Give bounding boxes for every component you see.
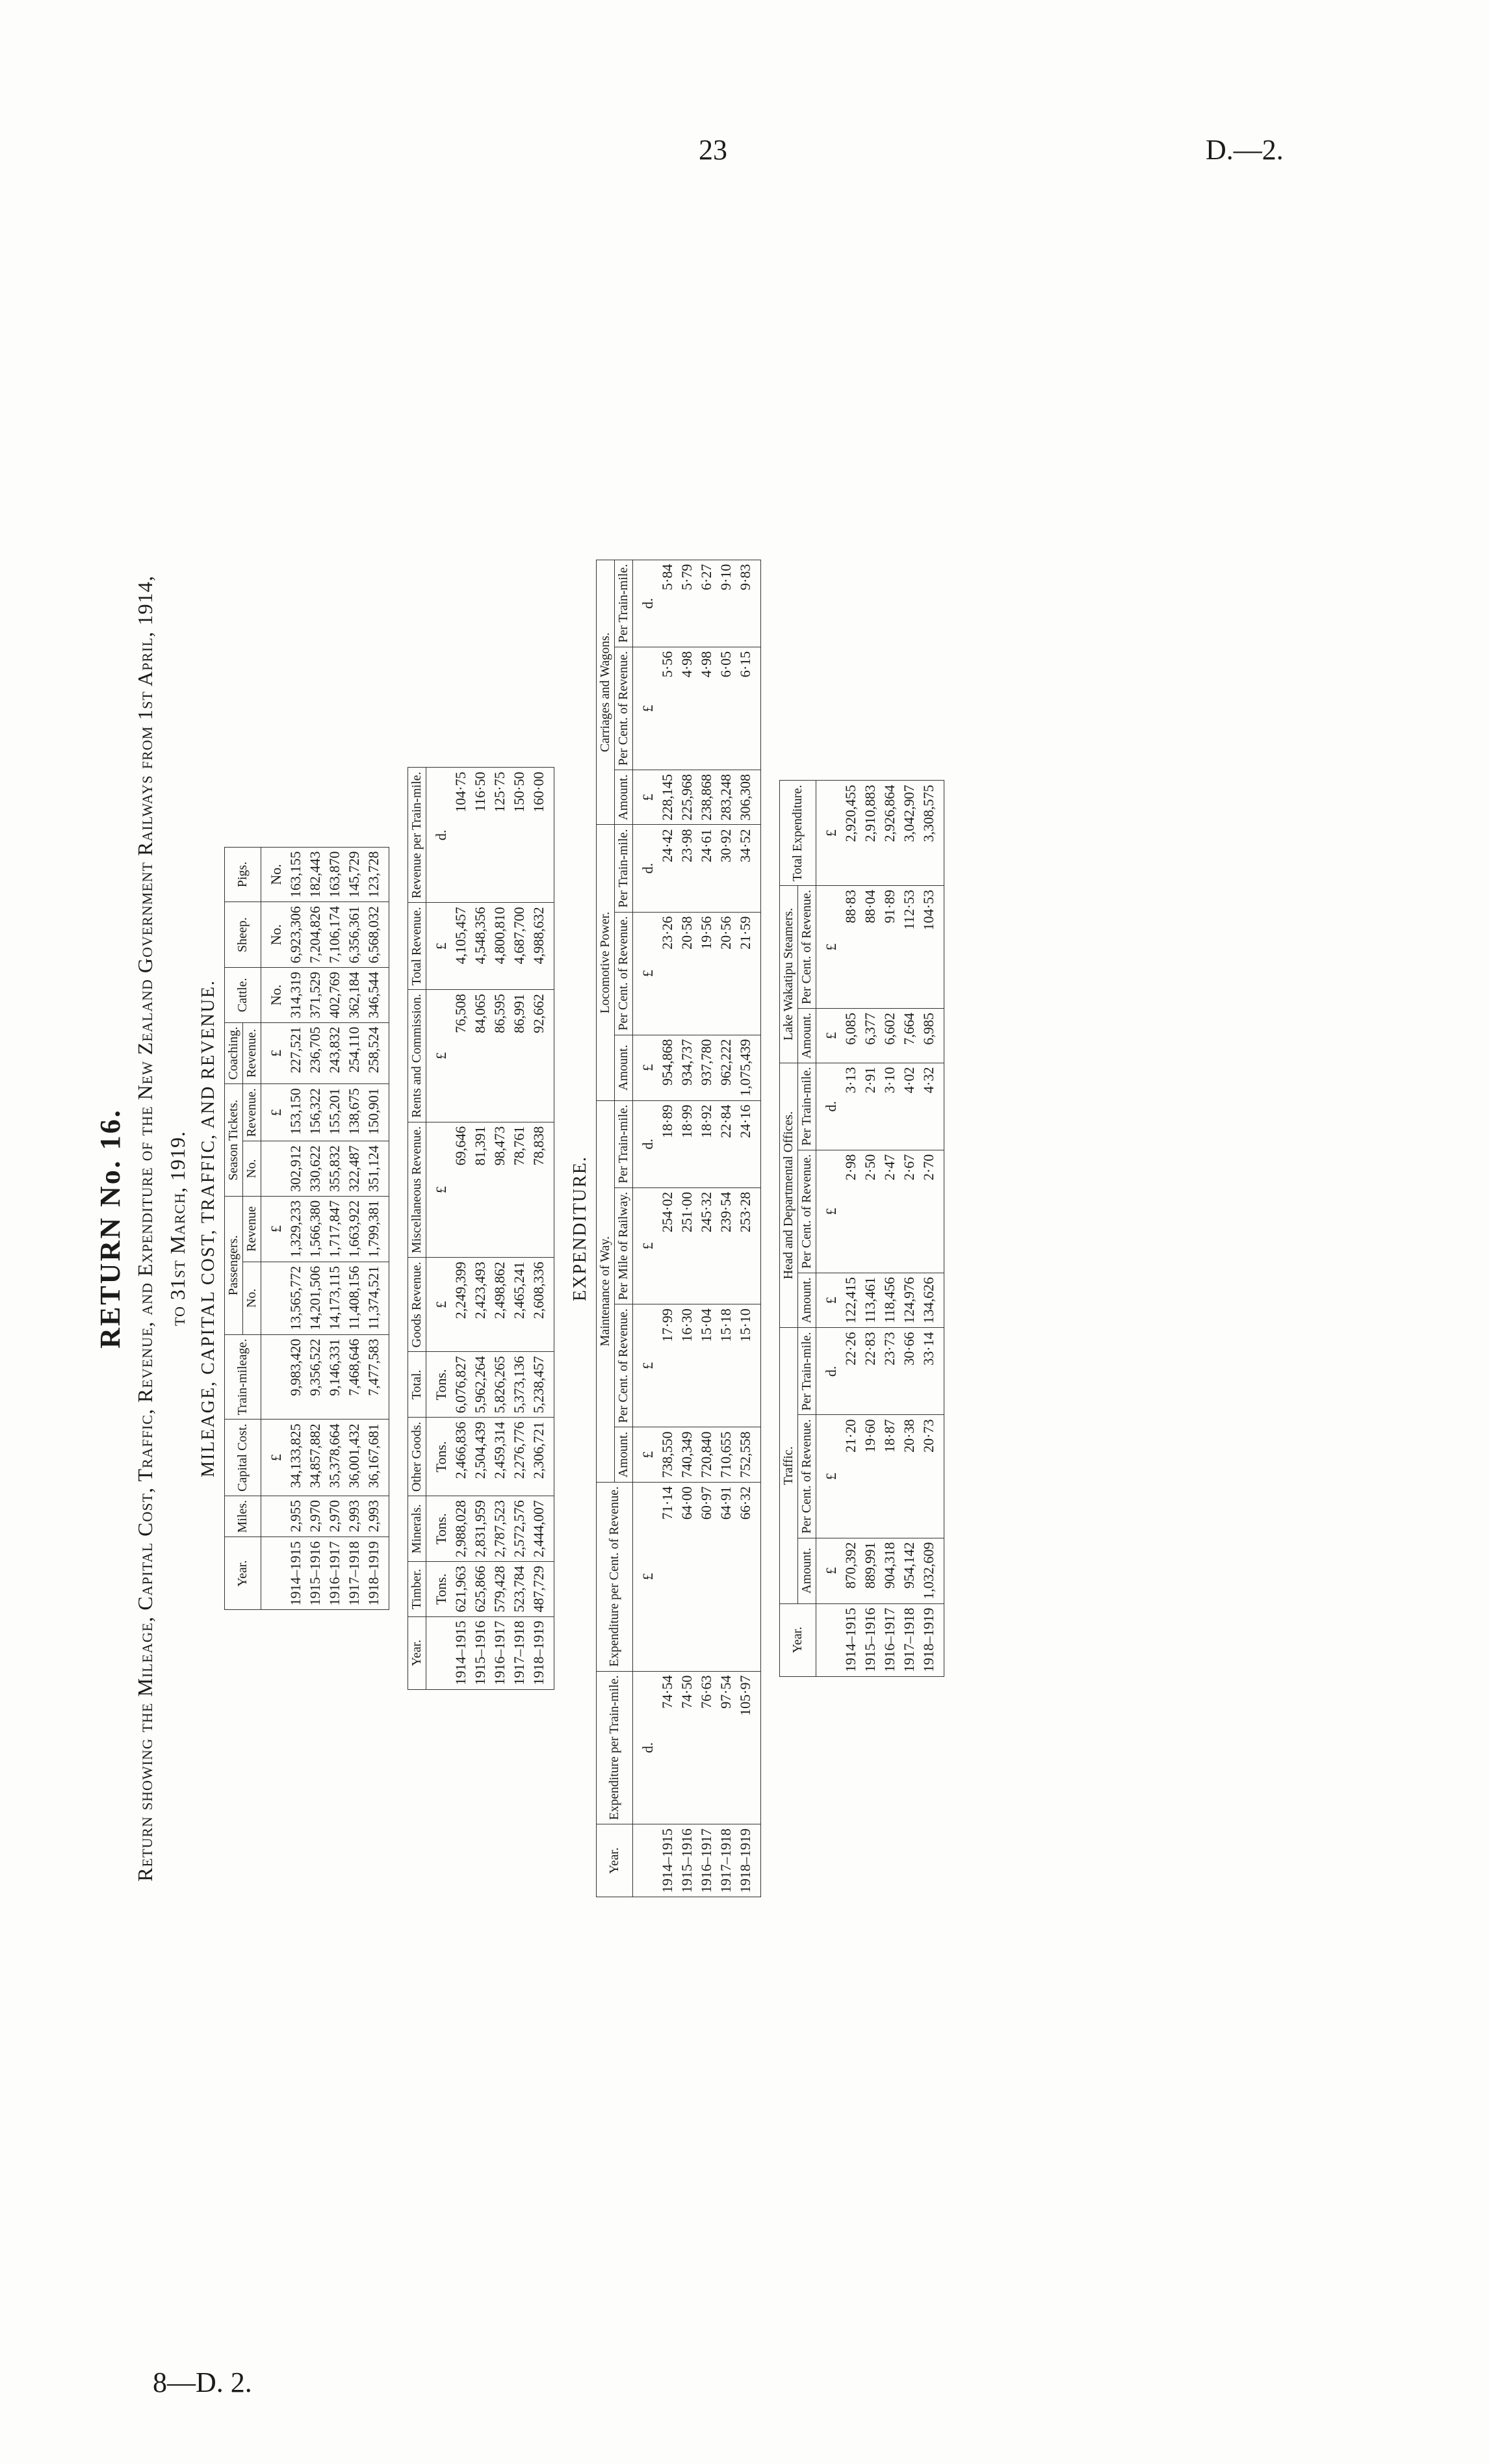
col-capital-cost: Capital Cost. (225, 1420, 261, 1496)
table-row: 1917–1918 2,993 36,001,432 7,468,646 11,408,156 1,663,922 322,487 138,675 254,110 362,184 6,356,361 145,729 (344, 847, 364, 1610)
col-revenue-per-train-mile: Revenue per Train-mile. (408, 768, 426, 903)
section-title-revenue: MILEAGE, CAPITAL COST, TRAFFIC, AND REVENUE. (198, 979, 218, 1477)
col-exp-per-train-mile: Expenditure per Train-mile. (597, 1671, 633, 1824)
col-total-expenditure: Total Expenditure. (780, 781, 816, 886)
expenditure-table-1 (596, 560, 761, 1897)
return-title: RETURN No. 16. (94, 1108, 126, 1349)
goods-revenue-table (408, 767, 554, 1689)
col-year: Year. (780, 1603, 816, 1676)
table-row: 1914–1915 2,955 34,133,825 9,983,420 13,565,772 1,329,233 302,912 153,150 227,521 314,319 6,923,306 163,155 (286, 847, 305, 1610)
col-total-revenue: Total Revenue. (408, 903, 426, 990)
page-number: 23 (699, 134, 727, 166)
units-row: £ £ d. £ £ d. £ £ £ (816, 781, 842, 1676)
col-year: Year. (225, 1537, 261, 1610)
table-row: 1918–1919 2,993 36,167,681 7,477,583 11,374,521 1,799,381 351,124 150,901 258,524 346,544 6,568,032 123,728 (364, 847, 389, 1610)
col-steamers-amount: Amount. (798, 1009, 816, 1063)
col-cattle: Cattle. (225, 968, 261, 1023)
col-offices-pct: Per Cent. of Revenue. (798, 1150, 816, 1273)
col-group-passengers: Passengers. (225, 1196, 243, 1334)
return-description-line2: to 31st March, 1919. (166, 1130, 189, 1327)
col-exp-pct-revenue: Expenditure per Cent. of Revenue. (597, 1482, 633, 1671)
col-group-carriages: Carriages and Wagons. (597, 560, 615, 825)
sheet-reference: 8—D. 2. (153, 2367, 252, 2398)
rotated-content (91, 188, 1391, 2268)
table-row: 1915–1916 74·50 64·00 740,349 16·30 251·00 18·99 934,737 20·58 23·98 225,968 4·98 5·79 (677, 560, 697, 1897)
col-rents-commission: Rents and Commission. (408, 990, 426, 1122)
table-row: 1918–1919 105·97 66·32 752,558 15·10 253·28 24·16 1,075,439 21·59 34·52 306,308 6·15 9·83 (736, 560, 761, 1897)
col-group-coaching: Coaching. (225, 1022, 243, 1084)
col-passengers-revenue: Revenue (243, 1196, 261, 1262)
col-group-traffic: Traffic. (780, 1328, 798, 1603)
table-row: 1918–1919 487,729 2,444,007 2,306,721 5,238,457 2,608,336 78,838 92,662 4,988,632 160·00 (529, 768, 554, 1689)
col-timber: Timber. (408, 1562, 426, 1617)
col-steamers-pct: Per Cent. of Revenue. (798, 886, 816, 1009)
title-block (94, 188, 219, 2268)
col-traffic-amount: Amount. (798, 1538, 816, 1603)
col-group-lake-steamers: Lake Wakatipu Steamers. (780, 886, 798, 1063)
col-minerals: Minerals. (408, 1496, 426, 1562)
units-row: £ £ £ £ No. No. No. (261, 847, 287, 1610)
units-row: d. £ £ £ £ d. £ £ d. £ £ d. (633, 560, 658, 1897)
col-passengers-no: No. (243, 1262, 261, 1334)
table-row: 1915–1916 2,970 34,857,882 9,356,522 14,201,506 1,566,380 330,622 156,322 236,705 371,529 7,204,826 182,443 (305, 847, 325, 1610)
col-goods-revenue: Goods Revenue. (408, 1258, 426, 1352)
table-row: 1914–1915 621,963 2,988,028 2,466,836 6,076,827 2,249,399 69,646 76,508 4,105,457 104·75 (451, 768, 471, 1689)
table-row: 1917–1918 97·54 64·91 710,655 15·18 239·54 22·84 962,222 20·56 30·92 283,248 6·05 9·10 (716, 560, 736, 1897)
col-train-mileage: Train-mileage. (225, 1334, 261, 1420)
table-row: 1916–1917 579,428 2,787,523 2,459,314 5,826,265 2,498,862 98,473 86,595 4,800,810 125·75 (490, 768, 510, 1689)
col-maintenance-per-mile-railway: Per Mile of Railway. (615, 1187, 633, 1304)
col-group-season-tickets: Season Tickets. (225, 1084, 243, 1196)
col-carriages-per-train-mile: Per Train-mile. (615, 560, 633, 647)
col-offices-amount: Amount. (798, 1273, 816, 1328)
col-locomotive-pct: Per Cent. of Revenue. (615, 912, 633, 1035)
col-traffic-per-train-mile: Per Train-mile. (798, 1328, 816, 1415)
document-id: D.—2. (1206, 134, 1284, 166)
col-group-locomotive: Locomotive Power. (597, 825, 615, 1100)
col-year: Year. (597, 1824, 633, 1897)
table-row: 1917–1918 954,142 20·38 30·66 124,976 2·67 4·02 7,664 112·53 3,042,907 (900, 781, 919, 1676)
table-row: 1916–1917 904,318 18·87 23·73 118,456 2·47 3·10 6,602 91·89 2,926,864 (880, 781, 900, 1676)
col-season-no: No. (243, 1141, 261, 1197)
col-group-maintenance: Maintenance of Way. (597, 1100, 615, 1482)
col-locomotive-per-train-mile: Per Train-mile. (615, 825, 633, 912)
table-row: 1917–1918 523,784 2,572,576 2,276,776 5,373,136 2,465,241 78,761 86,991 4,687,700 150·50 (510, 768, 529, 1689)
col-coaching-revenue: Revenue. (243, 1022, 261, 1084)
expenditure-table-2 (779, 780, 944, 1676)
table-row: 1915–1916 889,991 19·60 22·83 113,461 2·50 2·91 6,377 88·04 2,910,883 (861, 781, 880, 1676)
table-row: 1918–1919 1,032,609 20·73 33·14 134,626 2·70 4·32 6,985 104·53 3,308,575 (919, 781, 944, 1676)
col-sheep: Sheep. (225, 902, 261, 968)
units-row: Tons. Tons. Tons. Tons. £ £ £ £ d. (426, 768, 452, 1689)
col-misc-revenue: Miscellaneous Revenue. (408, 1122, 426, 1258)
section-title-expenditure: EXPENDITURE. (570, 1156, 590, 1301)
table-row: 1915–1916 625,866 2,831,959 2,504,439 5,962,264 2,423,493 81,391 84,065 4,548,356 116·50 (471, 768, 490, 1689)
col-maintenance-per-train-mile: Per Train-mile. (615, 1100, 633, 1187)
col-carriages-pct: Per Cent. of Revenue. (615, 647, 633, 770)
col-maintenance-pct: Per Cent. of Revenue. (615, 1304, 633, 1427)
col-other-goods: Other Goods. (408, 1418, 426, 1496)
col-group-head-offices: Head and Departmental Offices. (780, 1063, 798, 1328)
table-row: 1916–1917 2,970 35,378,664 9,146,331 14,173,115 1,717,847 355,832 155,201 243,832 402,769 7,106,174 163,870 (325, 847, 344, 1610)
col-locomotive-amount: Amount. (615, 1035, 633, 1100)
col-season-revenue: Revenue. (243, 1084, 261, 1141)
return-description-line1: Return showing the Mileage, Capital Cost, Traffic, Revenue, and Expenditure of the New Zealand Government Railways from 1st April, 1914, (133, 575, 157, 1882)
col-pigs: Pigs. (225, 847, 261, 902)
table-row: 1914–1915 74·54 71·14 738,550 17·99 254·02 18·89 954,868 23·26 24·42 228,145 5·56 5·84 (658, 560, 677, 1897)
mileage-traffic-table (224, 847, 389, 1611)
table-row: 1914–1915 870,392 21·20 22·26 122,415 2·98 3·13 6,085 88·83 2,920,455 (841, 781, 861, 1676)
col-total: Total. (408, 1352, 426, 1418)
col-carriages-amount: Amount. (615, 770, 633, 825)
table-row: 1916–1917 76·63 60·97 720,840 15·04 245·32 18·92 937,780 19·56 24·61 238,868 4·98 6·27 (697, 560, 716, 1897)
col-year: Year. (408, 1616, 426, 1689)
col-maintenance-amount: Amount. (615, 1427, 633, 1483)
col-traffic-pct: Per Cent. of Revenue. (798, 1415, 816, 1538)
col-miles: Miles. (225, 1496, 261, 1537)
col-offices-per-train-mile: Per Train-mile. (798, 1063, 816, 1150)
